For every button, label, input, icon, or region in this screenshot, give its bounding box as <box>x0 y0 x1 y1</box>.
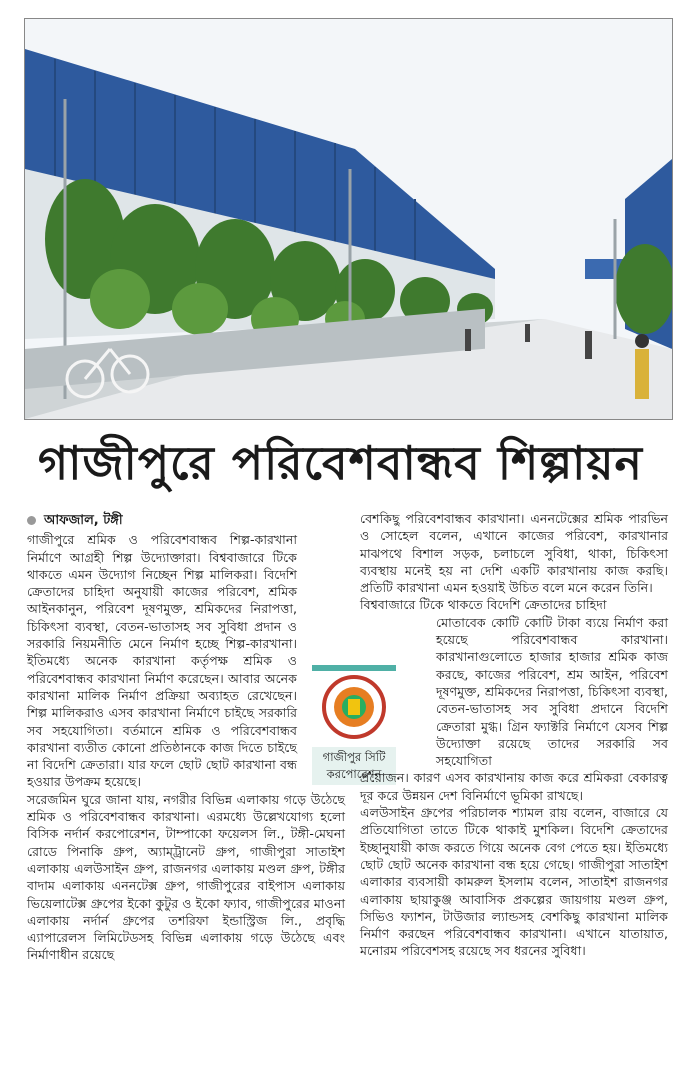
left-column <box>27 512 345 964</box>
factory-illustration <box>25 19 672 419</box>
right-paragraph-1: বেশকিছু পরিবেশবান্ধব কারখানা। এননটেক্সের শ্রমিক পারভিন ও সোহেল বলেন, এখানে কাজের পরিবেশ, কারখানার মাঝপথে বিশাল সড়ক, চলাচলে সুবিধা, থাকা, চিকিৎসা ব্যবস্থায় মনেই হয় না দেশি একটি কারখানায় কাজ করছি। প্রতিটি কারখানা এমন হওয়াই উচিত বলে মনে করেন তিনি। <box>360 511 668 596</box>
bullet-icon <box>27 516 36 525</box>
left-paragraph-2: সরেজমিন ঘুরে জানা যায়, নগরীর বিভিন্ন এলাকায় গড়ে উঠেছে শ্রমিক ও পরিবেশবান্ধব কারখানা। এরমধ্যে উল্লেখযোগ্য হলো বিসিক নর্দার্ন করপোরেশন, টাম্পাকো ফয়েলস লি., টঙ্গী-মেঘনা রোডে পিনাকি গ্রুপ, অ্যাম্ট্রানেট গ্রুপ, গাজীপুরা সাতাইশ এলাকায় এলউসাইন গ্রুপ, রাজনগর এলাকায় মণ্ডল গ্রুপ, টঙ্গীর বাদাম এলাকায় এননটেক্স গ্রুপ, গাজীপুরের বাইপাস এলাকায় ভিয়েলাটেক্স গ্রুপের ইকো কুটুর ও ইকো ফ্যাব, গাজীপুরের মাওনা এলাকায় নর্দার্ন গ্রুপের তশরিফা ইন্ডাস্ট্রিজ লি., প্রবৃদ্ধি এ্যাপারেলস লিমিটেডসহ বিভিন্ন এলাকায় গড়ে উঠেছে এবং নির্মাণাধীন রয়েছে <box>27 791 345 963</box>
headline: গাজীপুরে পরিবেশবান্ধব শিল্পায়ন <box>38 436 643 490</box>
byline-place: টঙ্গী <box>98 513 123 528</box>
logo-caption-line2: করপোরেশন <box>326 767 382 781</box>
right-paragraph-2: বিশ্ববাজারে টিকে থাকতে বিদেশি ক্রেতাদের চাহিদা <box>360 597 607 613</box>
left-paragraph-1: গাজীপুরে শ্রমিক ও পরিবেশবান্ধব শিল্প-কারখানা নির্মাণে আগ্রহী শিল্প উদ্যোক্তারা। বিশ্ববাজারে টিকে থাকতে এমন উদ্যোগ নিচ্ছেন শিল্প মালিকরা। বিদেশি ক্রেতাদের চাহিদা অনুযায়ী কাজের পরিবেশ, শ্রমিক আইনকানুন, পরিবেশ দূষণমুক্ত, শ্রমিকদের নিরাপত্তা, চিকিৎসা ব্যবস্থা, বেতন-ভাতাসহ সব সুবিধা প্রদান ও সরকারি নিয়মনীতি মেনে নির্মাণ হচ্ছে শিল্প-কারখানা। ইতিমধ্যে অনেক কারখানা কর্তৃপক্ষ শ্রমিক ও পরিবেশবান্ধব কারখানা নির্মাণ করেছেন। আবার অনেক কারখানা মালিক নির্মাণ প্রক্রিয়া অব্যাহত রেখেছেন। শিল্প মালিকরাও এসব কারখানা নির্মাণে চাইছে সরকারি সব সহযোগিতা। বর্তমানে শ্রমিক ও পরিবেশবান্ধব কারখানা ব্যতীত কোনো প্রতিষ্ঠানকে কাজ দিতে চাইছে না বিদেশি ক্রেতারা। যার ফলে ছোট ছোট কারখানা বন্ধ হওয়ার উপক্রম হয়েছে। <box>27 532 297 790</box>
right-column <box>360 510 668 960</box>
byline <box>27 512 345 529</box>
right-paragraph-indented: মোতাবেক কোটি কোটি টাকা ব্যয়ে নির্মাণ করা হয়েছে পরিবেশবান্ধব কারখানা। কারখানাগুলোতে হাজার হাজার শ্রমিক কাজ করছে, কাজের পরিবেশ, শ্রম আইন, পরিবেশ দূষণমুক্ত, শ্রমিকদের নিরাপত্তা, চিকিৎসা ব্যবস্থা, বেতন-ভাতাসহ সব সুবিধা প্রদানে বিদেশি ক্রেতারা মুগ্ধ। গ্রিন ফ্যাক্টরি নির্মাণে যেসব শিল্প উদ্যোক্তা রয়েছে তাদের সরকারি সব সহযোগিতা <box>436 614 668 769</box>
right-paragraph-3: প্রয়োজন। কারণ এসব কারখানায় কাজ করে শ্রমিকরা বেকারত্ব দূর করে উন্নয়ন দেশ বিনির্মাণে ভূমিকা রাখছে। <box>360 770 668 803</box>
logo-caption-line1: গাজীপুর সিটি <box>322 750 386 764</box>
factory-photo <box>24 18 673 420</box>
right-paragraph-4: এলউসাইন গ্রুপের পরিচালক শ্যামল রায় বলেন, বাজারে যে প্রতিযোগিতা তাতে টিকে থাকাই মুশকিল। বিদেশি ক্রেতাদের ইচ্ছানুযায়ী কাজ করতে গিয়ে অনেক বেগ পেতে হয়। ইতিমধ্যে ছোট ছোট অনেক কারখানা বন্ধ হয়ে গেছে। গাজীপুরা সাতাইশ এলাকার ব্যবসায়ী কামরুল ইসলাম বলেন, সাতাইশ রাজনগর এলাকায় ছায়াকুঞ্জ আবাসিক প্রকল্পের জায়গায় মণ্ডল গ্রুপ, সিভিও ফ্যাশন, টাউজার ল্যান্ডসহ বেশকিছু কারখানা মালিক নির্মাণ করছেন পরিবেশবান্ধব কারখানা। এখানে যাতায়াত, মনোরম পরিবেশসহ রয়েছে সব ধরনের সুবিধা। <box>360 805 668 959</box>
byline-author: আফজাল, <box>44 513 99 528</box>
